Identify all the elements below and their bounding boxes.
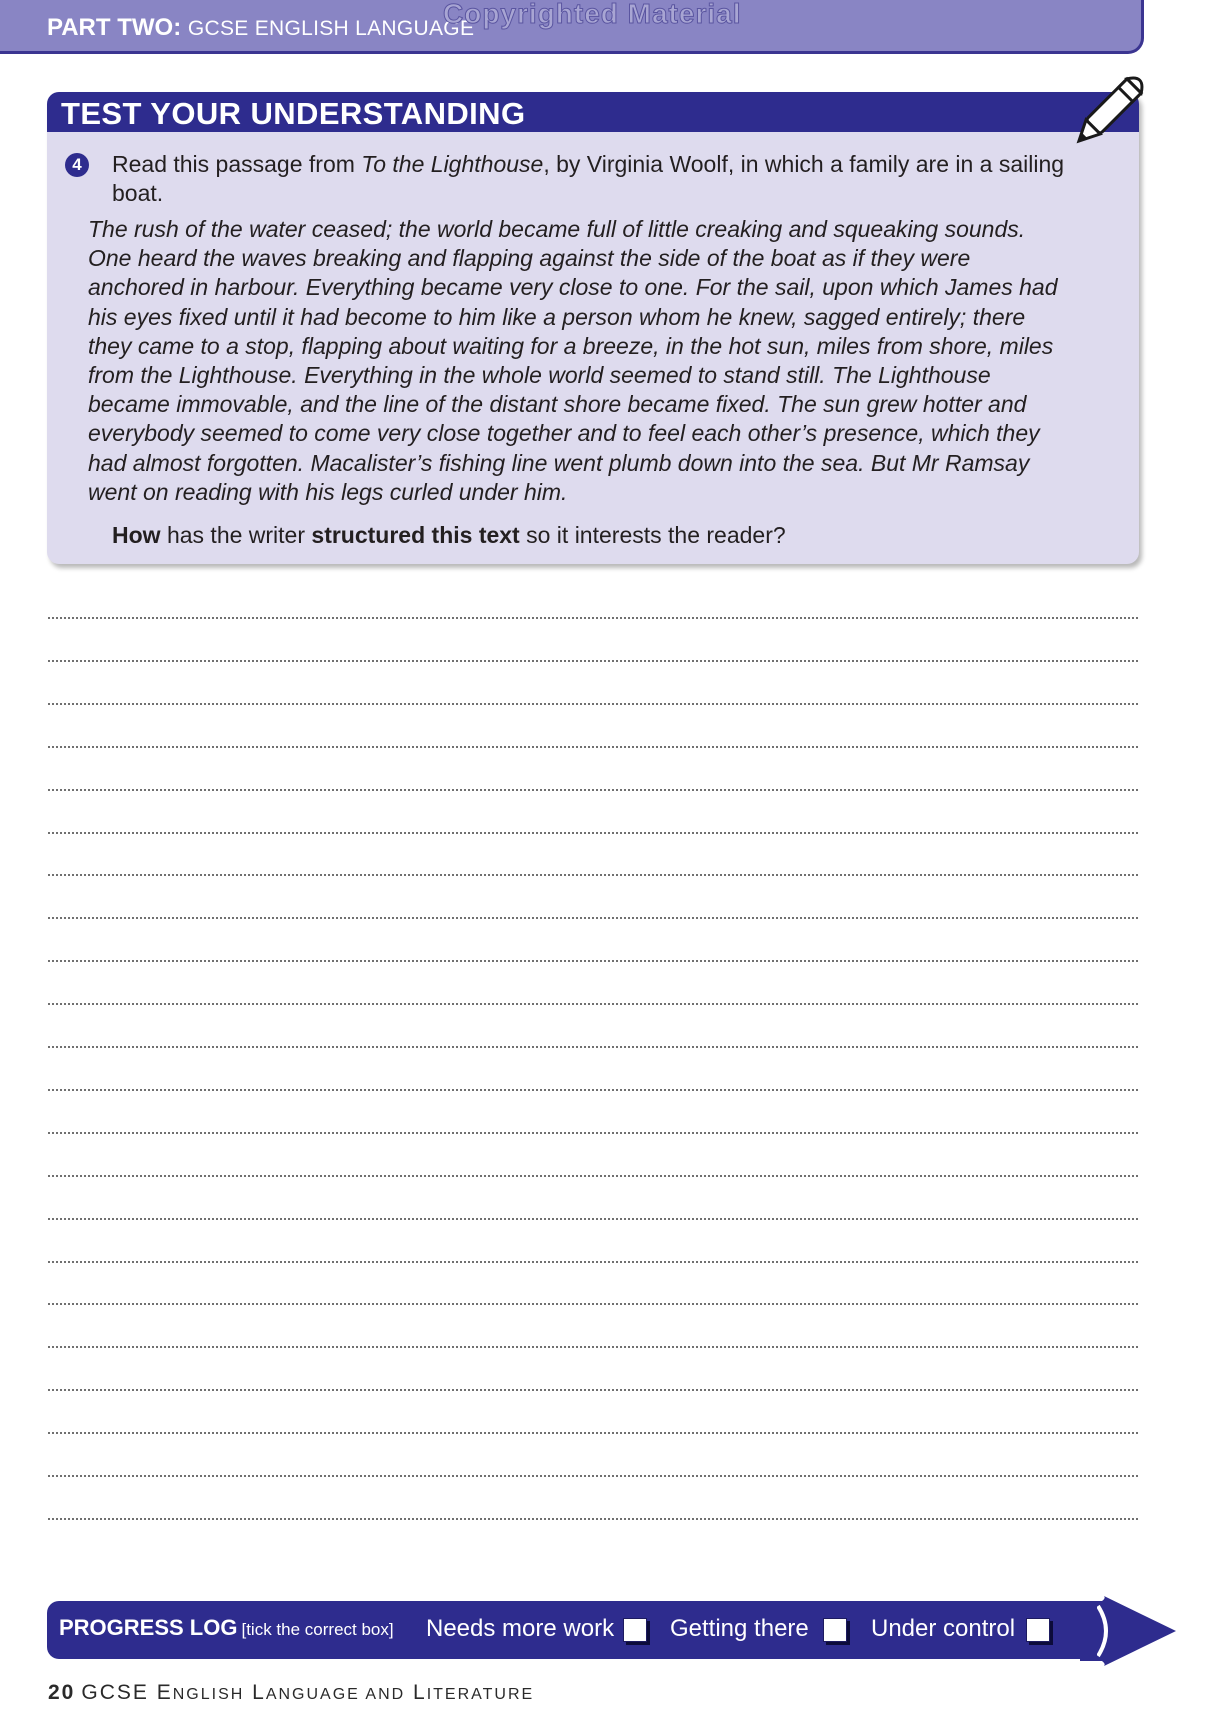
footer-text: ITERATURE — [426, 1686, 535, 1703]
passage-line: from the Lighthouse. Everything in the whole world seemed to stand still. The Lighthouse — [88, 362, 991, 389]
book-title: To the Lighthouse — [361, 151, 544, 177]
progress-log-label — [59, 1615, 394, 1641]
answer-line[interactable] — [48, 1518, 1138, 1520]
question-text — [112, 522, 786, 549]
footer-text: L — [244, 1681, 266, 1704]
footer-text: ANGUAGE AND — [265, 1686, 406, 1703]
answer-line[interactable] — [48, 1218, 1138, 1220]
question-prompt — [112, 150, 1072, 208]
answer-line[interactable] — [48, 1303, 1138, 1305]
footer-text: CSE — [99, 1681, 149, 1704]
answer-line[interactable] — [48, 703, 1138, 705]
footer-text: NGLISH — [172, 1686, 245, 1703]
option-needs-more-work: Needs more work — [426, 1615, 615, 1642]
passage-line: his eyes fixed until it had become to him like a person whom he knew, sagged entirely; there — [88, 303, 1026, 330]
footer-text: E — [148, 1681, 173, 1704]
answer-line[interactable] — [48, 874, 1138, 876]
section-subtitle: GCSE ENGLISH LANGUAGE — [187, 17, 475, 40]
checkbox-under-control[interactable] — [1026, 1618, 1050, 1642]
answer-line[interactable] — [48, 660, 1138, 662]
checkbox-getting-there[interactable] — [823, 1618, 847, 1642]
answer-line[interactable] — [48, 1003, 1138, 1005]
checkbox-needs-more-work[interactable] — [623, 1618, 647, 1642]
answer-line[interactable] — [48, 1132, 1138, 1134]
answer-line[interactable] — [48, 1046, 1138, 1048]
section-heading — [47, 14, 474, 42]
passage-line: The rush of the water ceased; the world became full of little creaking and squeaking sounds. — [88, 216, 1026, 242]
passage-line: they came to a stop, flapping about waiting for a breeze, in the hot sun, miles from shore, miles — [88, 332, 1054, 359]
answer-line[interactable] — [48, 960, 1138, 962]
prompt-text: Read this passage from — [112, 151, 362, 177]
footer-text: G — [81, 1681, 100, 1704]
test-header-bar — [47, 92, 1139, 132]
question-end: so it interests the reader? — [519, 522, 786, 548]
option-under-control: Under control — [871, 1615, 1016, 1642]
answer-line[interactable] — [48, 1175, 1138, 1177]
answer-line[interactable] — [48, 832, 1138, 834]
answer-line[interactable] — [48, 746, 1138, 748]
page-number: 20 — [48, 1681, 76, 1704]
answer-line[interactable] — [48, 1346, 1138, 1348]
answer-line[interactable] — [48, 1475, 1138, 1477]
answer-line[interactable] — [48, 617, 1138, 619]
passage-line: One heard the waves breaking and flapping against the side of the boat as if they were — [88, 245, 971, 272]
passage-line: went on reading with his legs curled under him. — [88, 478, 568, 505]
option-getting-there: Getting there — [670, 1615, 809, 1642]
pen-icon — [1070, 60, 1160, 150]
progress-log-bar — [47, 1601, 1097, 1659]
answer-line[interactable] — [48, 1432, 1138, 1434]
footer-text: L — [405, 1681, 427, 1704]
progress-hint: [tick the correct box] — [241, 1620, 394, 1639]
passage-line: anchored in harbour. Everything became very close to one. For the sail, upon which James had — [88, 274, 1058, 301]
passage-line: became immovable, and the line of the distant shore became fixed. The sun grew hotter and — [88, 391, 1027, 418]
answer-line[interactable] — [48, 917, 1138, 919]
question-mid: has the writer — [160, 522, 312, 548]
test-title: TEST YOUR UNDERSTANDING — [61, 96, 526, 131]
passage-line: had almost forgotten. Macalister’s fishing line went plumb down into the sea. But Mr Ramsay — [88, 449, 1030, 476]
copyright-watermark: Copyrighted Material — [443, 0, 742, 29]
question-bold-how: How — [112, 522, 161, 548]
answer-line[interactable] — [48, 789, 1138, 791]
progress-title: PROGRESS LOG — [59, 1615, 238, 1640]
question-number-badge: 4 — [65, 153, 89, 177]
passage-line: everybody seemed to come very close together and to feel each other’s presence, which they — [88, 420, 1040, 447]
answer-line[interactable] — [48, 1389, 1138, 1391]
passage — [88, 215, 1128, 507]
page-footer — [48, 1681, 534, 1705]
section-part: PART TWO: — [47, 14, 182, 41]
answer-line[interactable] — [48, 1261, 1138, 1263]
prompt-text-end: , by Virginia Woolf, in which a family are in a sailing boat. — [112, 151, 1065, 206]
answer-line[interactable] — [48, 1089, 1138, 1091]
question-bold-structured: structured this text — [311, 522, 520, 548]
